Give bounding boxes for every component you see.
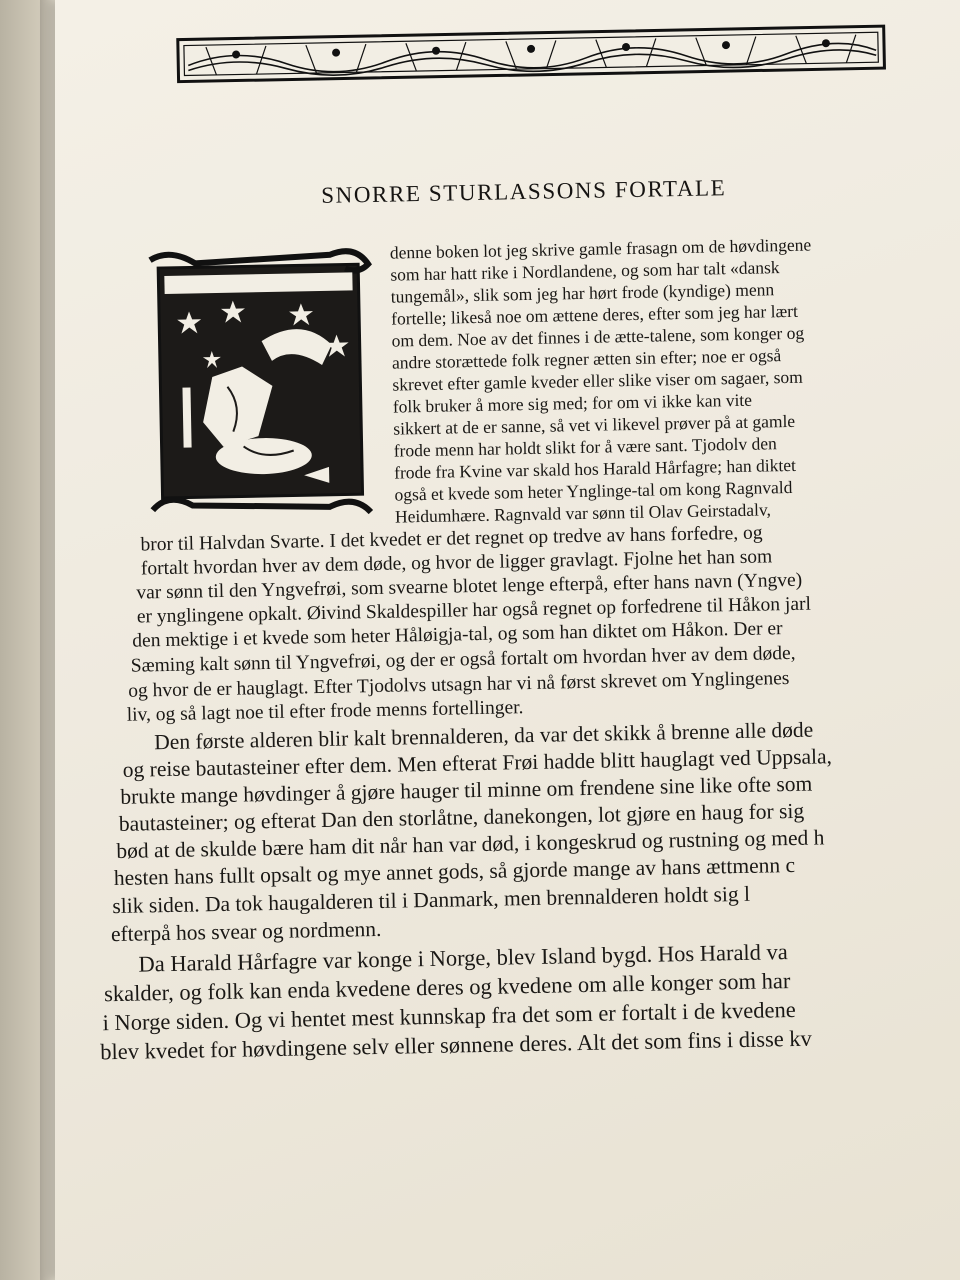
text-line: også et kvede som heter Ynglinge-tal om kong Ragnvald: [394, 476, 793, 505]
decorative-header-ornament: [176, 24, 887, 84]
text-line: bror til Halvdan Svarte. I det kvedet er det regnet op tredve av hans forfedre, og: [140, 522, 763, 556]
text-line: fortelle; likeså noe om ættene deres, efter som jeg har lært: [390, 300, 799, 329]
text-line: Heidumhære. Ragnvald var sønn til Olav Geirstadalv,: [394, 499, 772, 527]
text-line: som har hatt rike i Nordlandene, og som har talt «dansk: [390, 257, 780, 285]
text-line: efterpå hos svear og nordmenn.: [110, 916, 382, 947]
text-line: om dem. Noe av det finnes i de ætte-talene, som konger og: [391, 322, 805, 351]
text-line: brukte mange høvdinger å gjøre hauger til minne om frendene sine like ofte som: [120, 771, 813, 809]
text-line: hesten hans fullt opsalt og mye annet gods, så gjorde mange av hans ættmenn c: [113, 852, 796, 891]
text-line: slik siden. Da tok haugalderen til i Danmark, men brennalderen holdt sig l: [112, 881, 751, 919]
text-line: var sønn til den Yngvefrøi, som svearne blotet lenge efterpå, efter hans navn (Yngve): [136, 569, 803, 604]
text-line: Da Harald Hårfagre var konge i Norge, blev Island bygd. Hos Harald va: [138, 939, 789, 977]
page-content: [55, 0, 960, 1280]
text-line: og reise bautasteiner efter dem. Men efterat Frøi hadde blitt hauglagt ved Uppsala,: [122, 744, 833, 782]
text-line: denne boken lot jeg skrive gamle frasagn om de høvdingene: [389, 234, 812, 263]
text-line: den mektige i et kvede som heter Håløigja-tal, og som han diktet om Håkon. Der er: [132, 618, 783, 652]
page-title: SNORRE STURLASSONS FORTALE: [320, 175, 727, 208]
text-line: Den første alderen blir kalt brennalderen, da var det skikk å brenne alle døde: [154, 717, 814, 755]
text-line: frode menn har holdt slikt for å være sant. Tjodolv den: [393, 433, 777, 461]
text-line: skalder, og folk kan enda kvedene deres og kvedene om alle konger som har: [103, 968, 791, 1007]
text-line: frode fra Kvine var skald hos Harald Hårfagre; han diktet: [393, 454, 797, 483]
text-line: og hvor de er hauglagt. Efter Tjodolvs utsagn har vi nå først skrevet om Ynglingenes: [128, 668, 790, 702]
text-line: sikkert at de er sanne, så vet vi likevel prøver på at gamle: [393, 410, 796, 439]
text-line: blev kvedet for høvdingene selv eller sønnene deres. Alt det som fins i disse kv: [99, 1025, 813, 1065]
decorated-initial-letter: [140, 244, 377, 526]
text-line: er ynglingene opkalt. Øivind Skaldespiller har også regnet op forfedrene til Håkon jarl: [136, 593, 812, 628]
text-line: folk bruker å more sig med; for om vi ikke kan vite: [392, 389, 753, 417]
text-line: i Norge siden. Og vi hentet mest kunnskap fra det som er fortalt i de kvedene: [102, 996, 796, 1036]
text-line: andre storættede folk regner ætten sin efter; noe er også: [391, 345, 782, 373]
text-line: fortalt hvordan hver av dem døde, og hvor de ligger gravlagt. Fjolne het han som: [140, 546, 773, 580]
text-line: bød at de skulde bære ham dit når han var død, i kongeskrud og rustning og med h: [116, 825, 825, 863]
text-line: liv, og så lagt noe til efter frode menns fortellinger.: [126, 697, 524, 726]
text-line: Sæming kalt sønn til Yngvefrøi, og der er også fortalt om hvordan hver av dem døde,: [130, 642, 796, 677]
text-line: skrevet efter gamle kveder eller slike viser om sagaer, som: [392, 366, 803, 395]
book-page: [55, 0, 960, 1280]
text-line: bautasteiner; og efterat Dan den storlåtne, danekongen, lot gjøre en haug for sig: [118, 798, 805, 836]
text-line: tungemål», slik som jeg har hørt frode (kyndige) menn: [390, 279, 775, 307]
